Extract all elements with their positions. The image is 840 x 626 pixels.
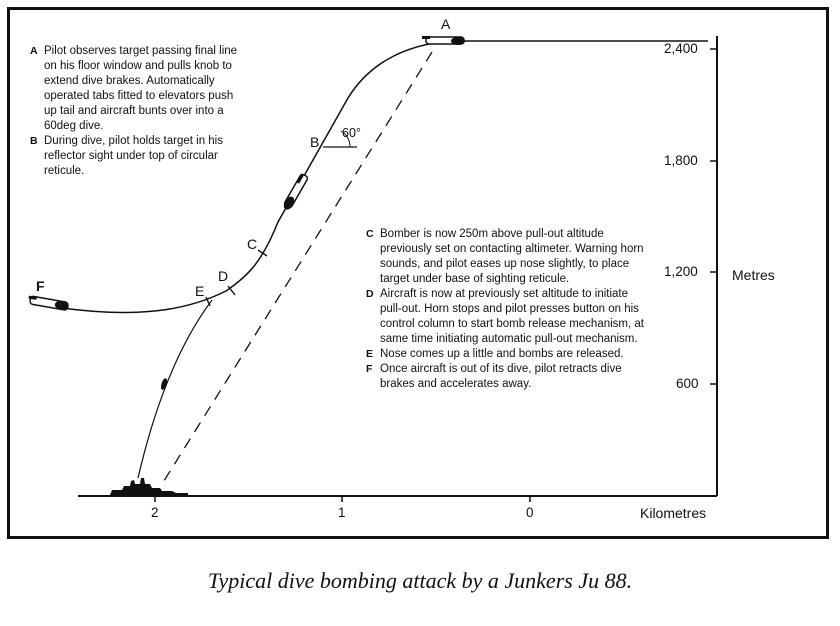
x-axis-label: Kilometres <box>640 505 707 521</box>
notes-left <box>30 44 240 179</box>
notes-right <box>366 227 648 392</box>
figure-caption: Typical dive bombing attack by a Junkers Ju 88. <box>207 568 633 593</box>
note-f <box>366 362 648 392</box>
x-tick-label-0: 0 <box>526 505 534 520</box>
y-tick-label-1800: 1,800 <box>664 153 698 168</box>
note-a-key: A <box>30 45 38 57</box>
note-b-text: During dive, pilot holds target in his reflector sight under top of circular reticule. <box>44 135 223 177</box>
angle-label: 60° <box>342 126 361 140</box>
note-b-key: B <box>30 135 38 147</box>
note-e-text: Nose comes up a little and bombs are released. <box>380 348 624 360</box>
point-label-b: B <box>310 134 320 150</box>
y-tick-label-2400: 2,400 <box>664 41 698 56</box>
note-d <box>366 287 648 347</box>
x-tick-label-1: 1 <box>338 505 346 520</box>
bomb-trajectory <box>138 300 212 478</box>
note-a-text: Pilot observes target passing final line on his floor window and pulls knob to extend dive brakes. Automatically operated tabs fitted to elevators push up tail and aircraft bunts over into a 60deg dive. <box>44 45 238 132</box>
note-c-key: C <box>366 228 374 240</box>
point-label-e: E <box>195 283 205 299</box>
note-f-key: F <box>366 363 373 375</box>
y-tick-label-600: 600 <box>676 376 699 391</box>
note-e <box>366 347 648 362</box>
aircraft-a-icon <box>422 36 465 45</box>
x-tick-label-2: 2 <box>151 505 159 520</box>
note-b <box>30 134 240 179</box>
y-tick-label-1200: 1,200 <box>664 264 698 279</box>
point-label-f: F <box>36 278 45 294</box>
note-d-key: D <box>366 288 374 300</box>
note-f-text: Once aircraft is out of its dive, pilot retracts dive brakes and accelerates away. <box>380 363 622 390</box>
note-a <box>30 44 240 134</box>
aircraft-dive-icon <box>282 173 309 211</box>
y-axis-label: Metres <box>732 267 775 283</box>
point-label-a: A <box>441 16 451 32</box>
target-ship-icon <box>110 478 188 496</box>
note-c <box>366 227 648 287</box>
point-label-d: D <box>218 268 229 284</box>
note-c-text: Bomber is now 250m above pull-out altitude previously set on contacting altimeter. Warning horn sounds, and pilot eases up nose slightly, to place target under base of sighting reticule. <box>380 228 644 285</box>
point-label-c: C <box>247 236 258 252</box>
note-d-text: Aircraft is now at previously set altitude to initiate pull-out. Horn stops and pilot presses button on his control column to start bomb release mechanism, at same time initiating automatic pull-out mechanism. <box>380 288 644 345</box>
note-e-key: E <box>366 348 374 360</box>
aircraft-f-icon <box>28 295 70 311</box>
